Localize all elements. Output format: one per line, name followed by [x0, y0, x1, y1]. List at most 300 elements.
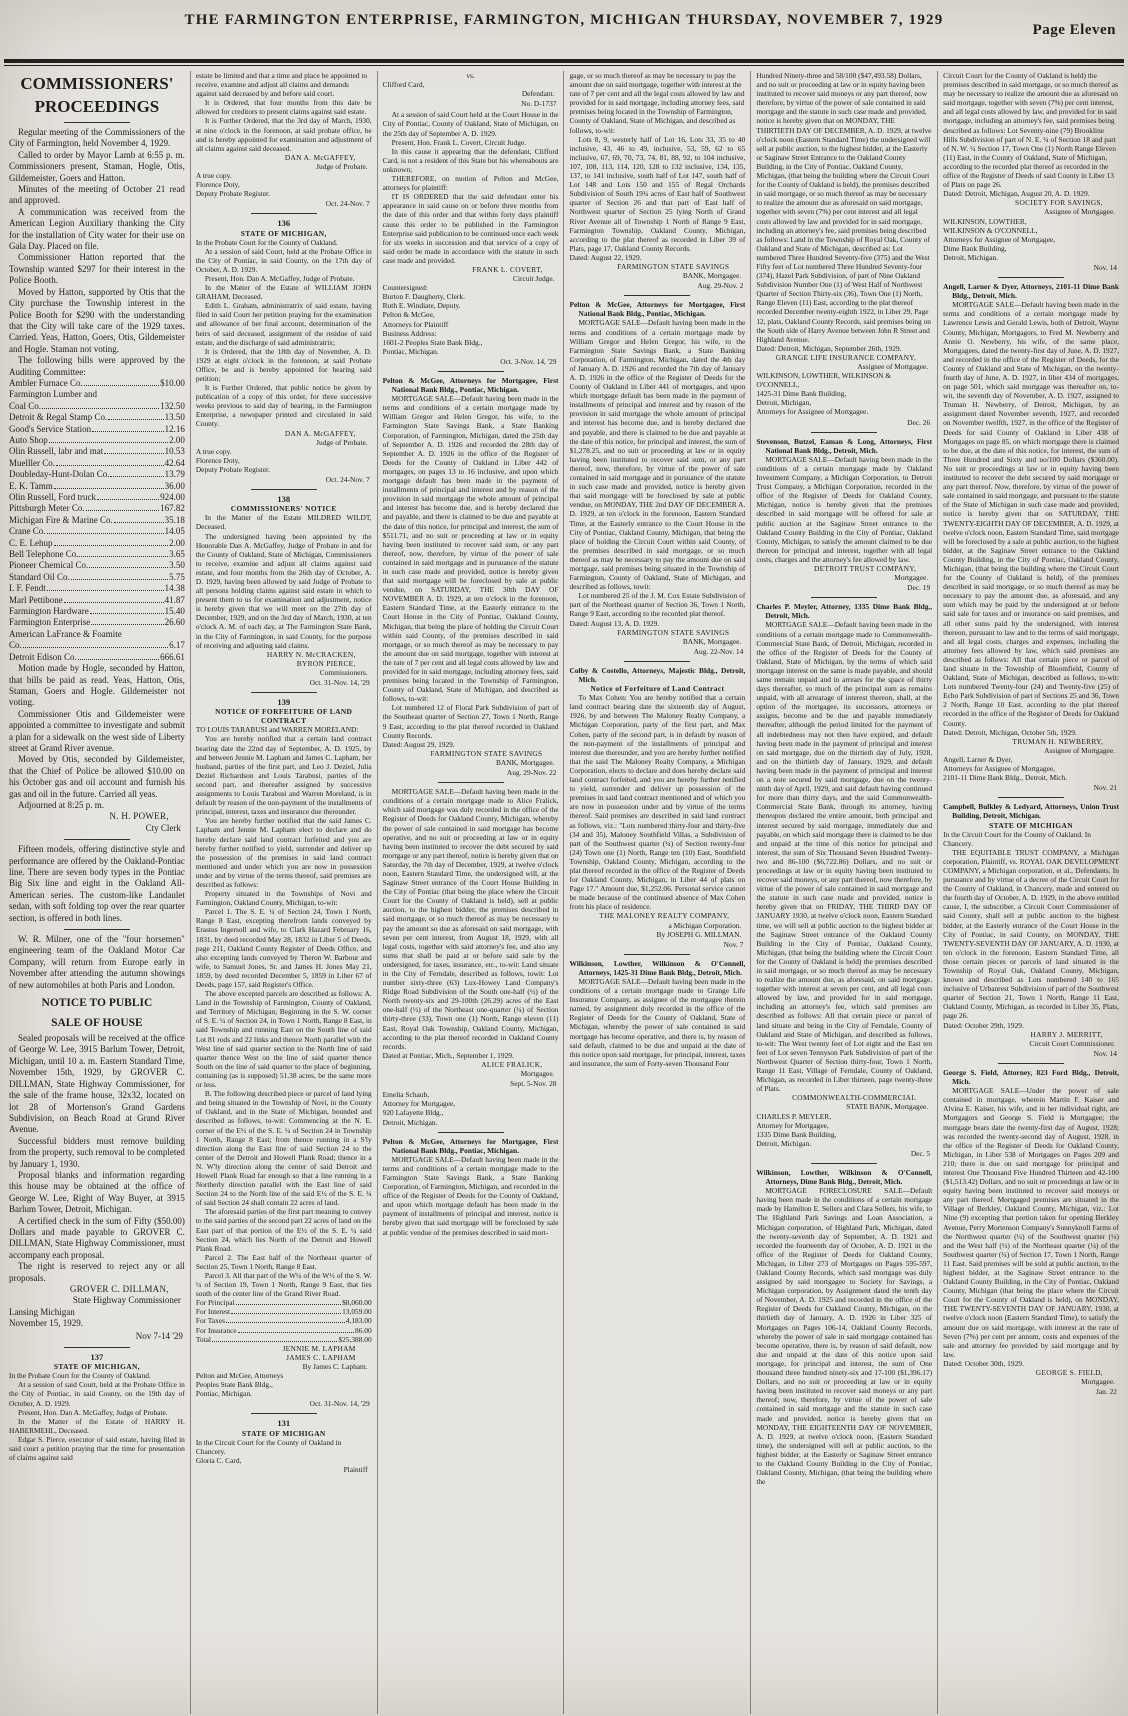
- signature-title: Judge of Probate.: [316, 437, 368, 447]
- leader-dots: [236, 1304, 341, 1305]
- notice-paragraph: Parcel 2. The East half of the Northeast quarter of Section 25, Town 1 North, Range 8 East.: [195, 1252, 372, 1271]
- notice-paragraph: It is Ordered, that the 18th day of November, A. D. 1929 at eight o'clock in the forenoon, at said Probate Office, be and is hereby appointed for hearing said petition;: [195, 346, 372, 383]
- notice-paragraph: The above excepted parcels are described as follows: A. Land in the Township of Farmington, County of Oakland, and Territory of Michigan; Beginning in the S. W. corner of S. E. ¼ of Section 24, in Town 1 North, Range 8 East, in said Township and running East on the South line of said Lot 81 rods and 22 links and thence North parallel with the West line of said quarter section to the North line of said quarter thence West on the line of said quarter thence South on the line of said quarter to the place of beginning, containing (as is supposed) 51.38 acres, be the same more or less.: [195, 989, 372, 1090]
- signature-name: SOCIETY FOR SAVINGS,: [1015, 198, 1103, 208]
- column-4: [564, 71, 751, 1714]
- text-line: Dated: August 29, 1929.: [382, 739, 455, 749]
- attorney-byline: Pelton & McGee, Attorneys for Mortgagee, First National Bank Bldg., Pontiac, Michigan.: [569, 300, 746, 319]
- text-line: TO LOUIS TARABUSI and WARREN MORELAND:: [195, 725, 359, 735]
- signature-title: By James C. Lapham.: [302, 1361, 368, 1371]
- text-line: Hundred Ninety-three and 58/100 ($47,493.58) Dollars, and no suit or proceeding at law or in equity having been instituted to recover said moneys or any part thereof, now therefore, by virtue of the power of sale contained in said mortgage and the statute in such case made and provided, notice is hereby given that on MONDAY, THE THIRTIETH DAY OF DECEMBER, A. D. 1929, at twelve o'clock noon (Eastern Standard Time) the undersigned will sell at public auction, to the highest bidder, at the Easterly or Saginaw Street Entrance to the Oakland County Building, in the City of Pontiac, Oakland County, Michigan, (that being the building where the Circuit Court for the County of Oakland is held), the premises described in said mortgage, or so much thereof as may be necessary to realize the amount due as aforesaid on said mortgage, together with seven (7%) per cent interest and all legal costs allowed by law and provided for in said mortgage, including an attorney's fee, said premises being described as follows: Land in the Township of Royal Oak, County of Oakland and State of Michigan, described as: Lot numbered Three Hundred Seventy-five (375) and the West Fifty feet of Lot numbered Three Hundred Seventy-four (374), Hazel Park Subdivision, of part of Nine Oakland Subdivision Number One (1) of West Half of Northwest Quarter of Section Thirty-six (36), Town One (1) North, Range Eleven (11) East, according to the plat thereof recorded December twenty-eighth 1922, in Liber 29, Page 12, plats, Oakland County Records, said premises being on the South side of Harry Avenue between John R Street and Highland Avenue.: [756, 71, 932, 344]
- signature-title: Commissioners.: [319, 667, 368, 677]
- ledger-line: [9, 424, 185, 435]
- ledger-line: [196, 1316, 372, 1325]
- text-line: 920 Lafayette Bldg.,: [382, 1108, 444, 1118]
- signature-title: Cty Clerk: [145, 822, 181, 833]
- publication-date-code: Aug. 29-Nov. 22: [506, 768, 557, 778]
- notice-paragraph: Commissioner Hatton reported that the Township wanted $297 for their interest in the Police Booth.: [9, 252, 185, 286]
- notice-paragraph: Successful bidders must remove building from the property, such removal to be completed by January 1, 1930.: [9, 1135, 185, 1169]
- signature-name: FRANK L. COVERT,: [472, 264, 543, 274]
- notice-paragraph: MORTGAGE SALE—Default having been made in the conditions of a certain mortgage made to Commonwealth-Commercial State Bank, of Detroit, Michigan, recorded in the office of the Register of Deeds for the County of Oakland, State of Michigan, by the terms of which said mortgage interest on the same is made payable, and should same remain unpaid and in arrears for the space of thirty days thereafter, so much of the principal sum as remains unpaid, with all arrearage of interest thereon, shall, at the option of the mortgagee, its successors, attorneys or assigns, become and be due and payable immediately thereafter, although the period limited for the payment of all indebtedness may not then have expired, and default having been made in the payment of principal and interest on said mortgage, due on the thirtieth day of July, 1928, and on the thirtieth day of January, 1929, and default having been made in the payment of principal and interest on a note secured by said mortgage, due on the twenty-ninth day of April, 1929, and said default having continued for more than thirty days, and the said Commonwealth-Commercial State Bank, through its attorney, having thereupon declared the entire amount, both principal and interest secured by said mortgage, immediately due and payable, on which said mortgage there is claimed to be due and unpaid at the time of this notice for principal and interest, the sum of Six Thousand Seven Hundred Twenty-two and 86-100 ($6,722.86) Dollars, and no suit or proceedings at law or in equity having been instituted to recover said moneys, or any part thereof, now therefore, by virtue of the power of sale contained in said mortgage and the statute in such case made and provided, notice is hereby given that on FRIDAY, THE THIRD DAY OF JANUARY 1930, at twelve o'clock noon, Eastern Standard time, we will sell at public auction to the highest bidder at the Saginaw Street entrance of the Oakland County Building in the City of Pontiac, Oakland County, Michigan, (that being the building where the Circuit Court for the County of Oakland is held) the premises described in said mortgage, or so much thereof as may be necessary to realize the amount due, as aforesaid, on said mortgage, together with interest at seven per cent, and all legal costs allowed by law, and provided for in said mortgage, including an attorney's fee, which said premises are described as follows: All that certain piece or parcel of land situate and being in the City of Ferndale, County of Oakland and State of Michigan, and described as follows, to-wit: The West twenty feet of Lot eight and the East ten feet of Lot seven Tennyson Park Subdivision of part of the Northwest Quarter of Section thirty-four, Town 1 North, Range 11 East, Village of Ferndale, County of Oakland, Michigan, as recorded in Liber thirteen, page twenty-three of Plats.: [756, 620, 933, 1094]
- leader-dots: [42, 408, 159, 409]
- text-line: Deputy Probate Register.: [195, 189, 270, 199]
- text-line: WILKINSON, LOWTHER,: [943, 216, 1027, 226]
- text-line: In the Circuit Court for the County of Oakland. In Chancery.: [943, 829, 1091, 848]
- section-divider-rule: [438, 1132, 504, 1133]
- ledger-name: Bell Telephone Co.: [9, 549, 79, 560]
- ledger-name: I. F. Fendt: [9, 583, 46, 594]
- leader-dots: [231, 1313, 341, 1314]
- attorney-byline: Pelton & McGee, Attorneys for Mortgagee, First National Bank Bldg., Pontiac, Michigan.: [382, 1136, 559, 1155]
- notice-paragraph: It is Further Ordered, that public notice be given by publication of a copy of this order, for three successive weeks previous to said day of hearing, in the Farmington Enterprise, a newspaper printed and circulated in said County.: [195, 383, 372, 429]
- signature-name: ALICE FRALICK,: [481, 1059, 543, 1069]
- notice-paragraph: Moved by Otis, seconded by Gildemeister, that the Chief of Police be allowed $10.00 on his October gas and oil account and furnish his gas and oil in the future. Carried all yeas.: [9, 754, 185, 799]
- signature-name: FARMINGTON STATE SAVINGS: [617, 627, 730, 637]
- signature-name: GROVER C. DILLMAN,: [69, 1284, 169, 1294]
- ledger-line: [9, 492, 185, 503]
- ledger-line: [9, 572, 185, 583]
- leader-dots: [92, 431, 163, 432]
- section-divider-rule: [438, 782, 504, 783]
- article-headline: COMMISSIONERS': [20, 74, 174, 93]
- attorney-byline: Wilkinson, Lowther, Wilkinson & O'Connell, Attorneys, 1425-31 Dime Bank Bldg., Detroit, Mich.: [569, 958, 746, 977]
- text-line: Attorneys for Plaintiff: [382, 319, 449, 329]
- notice-paragraph: At a session of said Court, held at the Probate Office in the City of Pontiac, in said County, on the 19th day of October, A. D. 1929.: [9, 1380, 185, 1408]
- notice-paragraph: Parcel 3. All that part of the W¼ of the W½ of the S. W. ¼ of Section 19, Town 1 North, Range 9 East, that lies south of the center line of the Grand River Road.: [195, 1271, 372, 1299]
- section-divider-rule: [811, 597, 877, 598]
- ledger-amount: 132.50: [160, 400, 185, 411]
- attorney-byline: Stevenson, Butzel, Eaman & Long, Attorneys, First National Bank Bldg., Detroit, Mich.: [756, 436, 933, 455]
- ledger-name: Auto Shop: [9, 434, 48, 445]
- text-line: Florence Doty,: [195, 455, 240, 465]
- signature-name: FARMINGTON STATE SAVINGS: [430, 748, 543, 758]
- notice-paragraph: Edgar S. Pierce, executor of said estate, having filed in said court a petition praying that the time for presentation of claims against said: [9, 1434, 185, 1463]
- text-line: Detroit, Michigan.: [756, 1138, 812, 1148]
- notice-heading: STATE OF MICHIGAN,: [240, 228, 327, 238]
- text-line: 1425-31 Dime Bank Building,: [756, 389, 847, 399]
- signature-name: HARRY J. MERRITT,: [1030, 1029, 1103, 1039]
- notice-paragraph: The following bills were approved by the Auditing Committee:: [9, 355, 185, 377]
- section-divider-rule: [624, 295, 690, 296]
- signature-title: Circuit Court Commissioner.: [1029, 1038, 1115, 1048]
- notice-paragraph: MORTGAGE SALE—Default having been made in the terms and conditions of a certain mortgage made by William Gregor and Helen Gregor, his wife, to the Farmington State Savings Bank, a State Banking Corporation, of Farmington, Michigan, dated the 25th day of September A. D. 1926 and recorded the 28th day of September A. D. 1926 in the office of the Register of Deeds for the County of Oakland in Liber 442 of mortgages, on pages 13 to 16 inclusive, and upon which mortgage default has been made in the payment of installments of principal and interest and by reason of the provision in said mortgage the whole amount of principal and interest has become due, and is hereby declared due and payable, and there is claimed to be due and payable at the date of this notice, for principal and interest, the sum of $511.71, and no suit or proceeding at law or in equity having been instituted to recover said sum, or any part thereof, now, therefore, by virtue of the power of sale contained in said mortgage and in pursuance of the statute in such case made and provided, notice is hereby given that said mortgage will be foreclosed by sale at public vendue, on SATURDAY, THE 30th DAY OF NOVEMBER A. D. 1929, at ten o'clock in the forenoon, Eastern Standard Time, at the Easterly entrance to the Court House in the City of Pontiac, Oakland County, Michigan, that being the place of holding the Circuit Court within said County, of the premises described in said mortgage, or so much thereof as may be necessary to pay the amount due on said mortgage, together with interest at the rate of 7 per cent and all legal costs allowed by law and provided for in said mortgage, including attorney fees, said premises being located in the Township of Farmington, County of Oakland, State of Michigan, and described as follows, to-wit:: [382, 394, 559, 704]
- notice-paragraph: To Max Cohen: You are hereby notified that a certain land contract bearing date the sixteenth day of August, 1926, by and between The Maloney Realty Company, a Michigan Corporation, party of the first part, and Max Cohen, party of the second part, is in default by reason of the non-payment of the installments of principal and interest due thereunder, and you are hereby further notified that the said The Maloney Realty Company, a Michigan Corporation, elects to declare and does hereby declare said land contract forfeited, and you are hereby further notified to yield, surrender and deliver up possession of the premises in said land contract mentioned and of which you are now in possession under and by virtue of the terms thereof. Said premises are described in said land contract as follows, viz.: "Lots numbered thirty-four and thirty-five (34 and 35), Maloney Southfield Villas, a Subdivision of part of the Southwest quarter (¼) of Section twenty-four (24) Town one (1) North, Range ten (10) East, Southfield Township, Oakland County, Michigan, according to the plat thereof recorded in the office of the Register of Deeds for Oakland County, Michigan, in Liber 44 of plats on Page 17." Amount due, $1,252.06. Personal service cannot be made because of the continued absence of Max Cohen from his place of residence.: [569, 693, 746, 912]
- notice-paragraph: The undersigned having been appointed by the Honorable Dan A. McGaffey, Judge of Probate in and for the County of Oakland, State of Michigan, Commissioners to receive, examine and adjust all claims against said estate, and four months from the 26th day of October, A. D. 1929, having been allowed by said Judge of Probate to all persons holding claims against said estate in which to present them to us for examination and adjustment, notice is hereby given that we will meet on the 27th day of December, 1929, and on the 3rd day of March, 1930, at ten o'clock A. M. of each day, at The Farmington State Bank, in the City of Farmington, in said County, for the purpose of receiving and adjusting said claims.: [195, 531, 372, 650]
- text-line: Attorney for Mortgagee,: [756, 1120, 829, 1130]
- text-line: WILKINSON & O'CONNELL,: [943, 225, 1038, 235]
- notice-paragraph: Moved by Hatton, supported by Otis that the City purchase the Township interest in the Police Booth for $290 with the understanding that the City will take care of the 1929 taxes. Carried. Yeas, Hatton, Goers, Otis, Gildemeister and Hogle. Staman not voting.: [9, 286, 185, 354]
- text-line: WILKINSON, LOWTHER, WILKINSON & O'CONNELL,: [756, 371, 892, 390]
- signature-name: HARRY N. McCRACKEN,: [266, 649, 356, 659]
- signature-name: THE MALONEY REALTY COMPANY,: [599, 911, 730, 921]
- publication-date-code: Sept. 5-Nov. 28: [510, 1079, 557, 1089]
- notice-paragraph: Present, Hon. Dan A. McGaffey, Judge of Probate.: [18, 1407, 168, 1417]
- text-line: Deputy Probate Register.: [195, 464, 270, 474]
- ledger-name: Pioneer Chemical Co.: [9, 560, 89, 571]
- section-divider-rule: [64, 839, 130, 840]
- signature-title: Assignee of Mortgagee.: [1044, 745, 1115, 755]
- notice-heading: STATE OF MICHIGAN: [241, 1428, 326, 1438]
- signature-name: JENNIE M. LAPHAM: [282, 1343, 356, 1353]
- ledger-line: [9, 446, 185, 457]
- newspaper-title-dateline: THE FARMINGTON ENTERPRISE, FARMINGTON, MICHIGAN THURSDAY, NOVEMBER 7, 1929: [184, 12, 944, 28]
- notice-heading: NOTICE OF FORFEITURE OF LAND CONTRACT: [215, 707, 353, 726]
- section-divider-rule: [64, 929, 130, 930]
- notice-paragraph: Edith L. Graham, administratrix of said estate, having filed in said Court her petition praying for the examination and allowance of her final account, determination of the heirs of said deceased, assignment of the residue of said estate, and the discharge of said administratrix;: [195, 301, 372, 347]
- ledger-name: C. E. Lehup: [9, 537, 53, 548]
- ledger-line: [9, 412, 185, 423]
- text-line: Florence Doty,: [195, 180, 240, 190]
- attorney-byline: Angell, Larner & Dyer, Attorneys, 2101-11 Dime Bank Bldg., Detroit, Mich.: [943, 282, 1119, 301]
- text-line: estate be limited and that a time and place be appointed to receive, examine and adjust all claims and demands against said deceased by and before said court.: [195, 71, 368, 99]
- ledger-name: Michigan Fire & Marine Co.: [9, 514, 113, 525]
- ledger-name: Standard Oil Co.: [9, 571, 70, 582]
- signature-title: Mortgagee.: [1081, 1377, 1115, 1387]
- ledger-name: For Principal: [195, 1298, 235, 1308]
- publication-date-code: Nov. 21: [1093, 783, 1117, 793]
- publication-date-code: Oct. 31-Nov. 14, '29: [309, 678, 370, 687]
- signature-name: GRANGE LIFE INSURANCE COMPANY,: [775, 352, 917, 362]
- leader-dots: [212, 1341, 337, 1342]
- section-divider-rule: [64, 1347, 130, 1348]
- attorney-byline: Charles P. Meyler, Attorney, 1335 Dime Bank Bldg., Detroit, Mich.: [756, 602, 933, 621]
- notice-paragraph: The aforesaid parties of the first part meaning to convey to the said parties of the second part 22 acres of land on the East part of that portion of the E½ of the S. E. ¼ said Section 24, which lies North of the Detroit and Howell Plank Road.: [195, 1207, 372, 1253]
- notice-paragraph: MORTGAGE SALE—Default having been made in the terms and conditions of a certain mortgage made by William Gregor and Helen Gregor, his wife, to the Farmington State Savings Bank, a State Banking Corporation, of Farmington, Michigan, dated the 4th day of January A. D. 1926 and recorded the 7th day of January A. D. 1926 in the office of the Register of Deeds for the County of Oakland in Liber 441 of mortgages, and upon which mortgage default has been made in the payment of installments of principal and interest and by reason of the provision in said mortgage the whole amount of principal and interest has become due, and is hereby declared due and payable, and there is claimed to be due and payable at the date of this notice, for principal and interest, the sum of $1,278.25, and no suit or proceeding at law or in equity having been instituted to recover said sum, or any part thereof, now, therefore, by virtue of the power of sale contained in said mortgage and in pursuance of the statute in such case made and provided, notice is hereby given that said mortgage will be foreclosed by sale at public vendue, on MONDAY, THE 2nd DAY OF DECEMBER A. D. 1929, at ten o'clock in the forenoon, Eastern Standard Time, at the Easterly entrance to the Court House in the City of Pontiac, Oakland County, Michigan, that being the place of holding the Circuit Court within said County, of the premises described in said mortgage, or so much thereof as may be necessary to pay the amount due on said mortgage, said premises being situated in the Township of Farmington, County of Oakland, State of Michigan, and described as follows, towit:: [569, 318, 746, 592]
- publication-date-code: Dec. 5: [910, 1148, 931, 1158]
- text-line: In the Probate Court for the County of Oakland.: [9, 1371, 151, 1381]
- ledger-line: [9, 640, 185, 651]
- ledger-line: [196, 1298, 372, 1307]
- ledger-amount: 666.61: [160, 651, 185, 662]
- notice-paragraph: MORTGAGE FORECLOSURE SALE—Default having been made in the conditions of a certain mortgage made by Hamilton E. Sellers and Clara Sellers, his wife, to The Highland Park Savings and Loan Association, a Michigan corporation, of Highland Park, Michigan, dated the twenty-seventh day of September, A. D. 1921 and recorded the fourteenth day of October, A. D. 1921 in the office of the Register of Deeds for Oakland County, Michigan, in Liber 273 of Mortgages on Pages 595-597, Oakland County Records, which said mortgage was duly assigned by said mortgagee to Society for Savings, a Michigan corporation, by Assignment dated the tenth day of November, A. D. 1925 and recorded in the office of the Register of Deeds for Oakland County, Michigan, on the thirtieth day of January, A. D. 1926 in Liber 325 of Mortgages on Pages 106-14, Oakland County Records, whereby the power of sale in said mortgage contained has become operative, there is, by reason of said default, now due and unpaid at the date of this notice upon said mortgage, for principal and interest, the sum of One thousand three hundred ninety-six and 17-100 ($1,396.17) Dollars, and no suit or proceeding at law or in equity having been instituted to recover said moneys or any part thereof; now, therefore, by virtue of the power of sale contained in said mortgage and the statute in such case made and provided, notice is hereby given that on MONDAY, THE EIGHTEENTH DAY OF NOVEMBER, A. D. 1929, at twelve o'clock noon, (Eastern Standard time), the undersigned will sell at public auction, to the highest bidder, at the Easterly or Saginaw Street entrance to the Oakland County Building in the City of Pontiac, Oakland County, Michigan, (that being the building where the: [756, 1186, 933, 1487]
- section-divider-rule: [251, 1413, 317, 1414]
- notice-paragraph: Called to order by Mayor Lamb at 6:55 p. m. Commissioners present, Staman, Hogle, Otis, Gildemeister, Goers and Hatton.: [9, 149, 185, 183]
- ledger-line: [9, 469, 185, 480]
- text-line: Angell, Larner & Dyer,: [943, 754, 1013, 764]
- leader-dots: [89, 567, 168, 568]
- ledger-line: [196, 1335, 372, 1344]
- section-divider-rule: [624, 661, 690, 662]
- notice-paragraph: MORTGAGE SALE—Default having been made in the terms and conditions of a certain mortgage made to the Farmington State Savings Bank, a State Banking Corporation, of Farmington, Michigan, and recorded in the office of the Register of Deeds for the County of Oakland, and upon which mortgage default has been made in the payment of installments of principal and interest, notice is hereby given that said mortgage will be foreclosed by sale at public vendue of the premises described in said mort-: [382, 1154, 559, 1237]
- notice-paragraph: B. The following described piece or parcel of land lying and being situated in the Township of Novi, in the County of Oakland, and in the State of Michigan, bounded and described as follows, to-wit: Commencing at the N. E. corner of the E½ of the S. E. ¼ of Section 24 in Township 1 North, Range 8 East; from thence running in a S'ly direction along the East line of said Section 24 to the center of the Detroit and Howell Plank Road; thence in a N. W'ly direction along the center of said Detroit and Howell Plank Road far enough so that a line running in a Northerly direction parallel with the East line of said Section 24 to the North line of the said E½ of the S. E. ¼ of said Section 24 shall contain 22 acres of land.: [195, 1089, 372, 1208]
- leader-dots: [47, 533, 164, 534]
- notice-paragraph: Present, Hon. Frank L. Covert, Circuit Judge.: [391, 137, 527, 147]
- section-divider-rule: [438, 371, 504, 372]
- leader-dots: [108, 419, 163, 420]
- ledger-name: Pittsburgh Meter Co.: [9, 503, 85, 514]
- ledger-amount: $8,060.00: [342, 1298, 372, 1308]
- section-divider-rule: [251, 213, 317, 214]
- notice-paragraph: In the Matter of the Estate of WILLIAM JOHN GRAHAM, Deceased.: [195, 283, 372, 302]
- section-divider-rule: [624, 954, 690, 955]
- text-line: Dated: October 29th, 1929.: [943, 1020, 1024, 1030]
- text-line: Countersigned:: [382, 283, 428, 293]
- ledger-line: [9, 652, 185, 663]
- text-line: Circuit Court for the County of Oakland is held) the premises described in said mortgage, or so much thereof as may be necessary to realize the amount due as aforesaid on said mortgage, together with seven (7%) per cent interest, and all legal costs allowed by law, and provided for in said mortgage, including an attorney's fee, said premises being described as follows: Lot Seventy-nine (79) Brookline Hills Subdivision of part of N. E. ¼ of Section 18 and part of N. W. ¼ Section 17, Town One (1) North Range Eleven (11) East, in the County of Oakland, State of Michigan, according to the recorded plat thereof as recorded in the office of the Register of Deeds of said County in Liber 13 of Plats on page 26.: [943, 71, 1119, 190]
- text-line: Emelia Schaub,: [382, 1090, 430, 1100]
- notice-paragraph: You are hereby further notified that the said James C. Lapham and Jennie M. Lapham elect to declare and do hereby declare said land contract forfeited and you are hereby further notified to yield, surrender and deliver up the possession of the premises in said land contract mentioned and under which you are now in possession under and by virtue of the terms thereof, said premises are described as follows:: [195, 816, 372, 889]
- ledger-line: [9, 526, 185, 537]
- ledger-amount: 167.82: [160, 503, 185, 514]
- text-line: November 15, 1929.: [9, 1318, 83, 1329]
- article-headline: PROCEEDINGS: [34, 97, 160, 116]
- ledger-amount: 12.16: [164, 423, 185, 434]
- text-line: Dated: Detroit, Michigan, August 20, A. D. 1929.: [943, 189, 1090, 199]
- ledger-amount: 41.87: [164, 594, 185, 605]
- section-divider-rule: [251, 692, 317, 693]
- text-line: Attorneys for Assignee of Mortgagee,: [943, 764, 1055, 774]
- leader-dots: [54, 488, 164, 489]
- ledger-name: Detroit Edison Co.: [9, 651, 77, 662]
- ledger-amount: 2.00: [169, 537, 185, 548]
- leader-dots: [91, 624, 163, 625]
- attorney-byline: George S. Field, Attorney, 823 Ford Bldg., Detroit, Mich.: [943, 1067, 1119, 1087]
- ledger-name: Detroit & Regal Stamp Co.: [9, 412, 108, 423]
- text-line: Pelton & McGee,: [382, 310, 435, 320]
- article-headline: SALE OF HOUSE: [51, 1016, 143, 1029]
- column-1: [4, 71, 191, 1714]
- text-line: Detroit, Michigan.: [382, 1117, 438, 1127]
- leader-dots: [104, 453, 163, 454]
- notice-paragraph: You are hereby notified that a certain land contract bearing date the 22nd day of September, A. D. 1925, by and between Jennie M. Lapham and James C. Lapham, her husband, parties of the first part, and Leo J. Deziel, Julia Deziel Richardson and Louis Tarabusi, parties of the second part, and thereafter assigned by successive assignments to Louis Tarabusi and Warren Moreland, is in default by reason of the non-payment of the installments of principal, interest, taxes and insurance due thereunder.: [195, 734, 372, 817]
- signature-name: DETROIT TRUST COMPANY,: [814, 563, 917, 573]
- leader-dots: [71, 579, 168, 580]
- text-line: In the Circuit Court for the County of Oakland in Chancery.: [195, 1437, 342, 1456]
- section-divider-rule: [811, 1163, 877, 1164]
- ledger-amount: 26.60: [164, 617, 185, 628]
- signature-title: By JOSEPH G. MILLMAN.: [656, 929, 742, 939]
- article-headline: NOTICE TO PUBLIC: [41, 997, 153, 1010]
- leader-dots: [97, 499, 159, 500]
- ledger-line: [9, 503, 185, 514]
- ledger-amount: 13.50: [164, 412, 185, 423]
- text-line: Business Address:: [382, 328, 437, 338]
- leader-dots: [226, 1322, 345, 1323]
- masthead-rule: [4, 59, 1124, 66]
- notice-paragraph: Adjourned at 8:25 p. m.: [18, 799, 104, 810]
- text-line: 2101-11 Dime Bank Bldg., Detroit, Mich.: [943, 773, 1068, 783]
- attorney-byline: Pelton & McGee, Attorneys for Mortgagee, First National Bank Bldg., Pontiac, Michigan.: [382, 376, 559, 395]
- signature-title: Assignee of Mortgagee.: [857, 362, 929, 371]
- notice-heading: Notice of Forfeiture of Land Contract: [590, 684, 725, 694]
- attorney-byline: Colby & Costello, Attorneys, Majestic Bldg., Detroit, Mich.: [569, 665, 746, 684]
- notice-paragraph: Commissioner Otis and Gildemeister were appointed a committee to investigate and submit a plan for a sidewalk on the west side of Liberty street at Grand River avenue.: [9, 708, 185, 753]
- notice-paragraph: Parcel 1. The S. E. ¼ of Section 24, Town 1 North, Range 8 East, excepting therefrom lands conveyed by Erastus Ingersoll and wife, to Clark Hazard February 16, 1831, by deed recorded May 28, 1832 in Liber 5 of Deeds, page 211, Oakland County Register of Deeds Office, and also excepting lands conveyed by Theron W. Barbour and wife, to Samuel Jones, Sr. and James H. Jones May 21, 1859, by deed recorded December 5, 1859 in Liber 67 of Deeds, page 157, said Register's Office.: [195, 907, 372, 989]
- signature-title: Mortgagee.: [520, 1069, 555, 1079]
- ledger-name: Marl Pettibone: [9, 594, 63, 605]
- text-line: Dated: October 30th, 1929.: [943, 1358, 1024, 1368]
- leader-dots: [79, 556, 168, 557]
- publication-date-code: Nov. 7: [723, 939, 744, 949]
- notice-paragraph: The right is reserved to reject any or all proposals.: [9, 1261, 185, 1283]
- publication-date-code: Oct. 24-Nov. 7: [325, 199, 370, 209]
- text-line: In the Probate Court for the County of Oakland.: [195, 237, 338, 247]
- notice-paragraph: It is Ordered, that four months from this date be allowed for creditors to present claims against said estate.: [195, 98, 372, 117]
- notice-paragraph: MORTGAGE SALE—Default having been made in the terms and conditions of a certain mortgage made by Lawrence Lewis and Gerald Lewis, both of Detroit, Wayne County, Michigan, Mortgagors, to Fred M. Newberry and Annie O. Newberry, his wife, of the same place, Mortgagees, dated the twenty-first day of June, A. D. 1927, and recorded in the office of the Register of Deeds, for the County of Oakland and State of Michigan, on the twenty-fourth day of June, A. D. 1927, in liber 434 of mortgages, on page 501, which said mortgage was thereafter on, to-wit, the seventh day of November, A. D. 1927, assigned to Truman H. Newberry, of Detroit, Michigan, by an assignment dated November seventh, 1927, and recorded on November twelfth, 1927, in the office of the Register of Deeds for said County of Oakland in Liber 438 of Mortgages on page 85, on which mortgage there is claimed to be due, at the date of this notice, for interest, the sum of Three Hundred and Sixty and no/100 Dollars ($360.00). No suit or proceedings at law or in equity having been instituted to recover the debt secured by said mortgage or any part thereof. Now, therefore, by virtue of the power of sale contained in said mortgage, and pursuant to the statute of the State of Michigan in such case made and provided, notice is hereby given that on SATURDAY, THE TWENTY-EIGHTH DAY OF DECEMBER, A. D. 1929, at twelve o'clock noon, Eastern Standard Time, said mortgage will be foreclosed by a sale at public auction, to the highest bidder, at the Saginaw Street entrance to the Oakland County Building, in the City of Pontiac, Oakland County, Michigan, (that being the building where the Circuit Court for the County of Oakland is held), of the premises described in said mortgage, or so much thereof as may be necessary to pay the amount due, as aforesaid, and any sum which may be paid by the undersigned at or before said sale for taxes and or insurance on said premises, and all other sums paid by the undersigned, with interest thereon, pursuant to law and to the terms of said mortgage, and all legal costs, charges and expenses, including the attorney fees allowed by law, which said premises are described as follows: All that certain piece or parcel of land situate in the Township of Bloomfield, County of Oakland, State of Michigan, described as follows, to-wit: Lots numbered Twenty-four (24) and Twenty-five (25) of Echo Park Subdivision of part of Sections 25 and 36, Town 2 North, Range 10 East, according to the plat thereof recorded in the office of the Register of Deeds for Oakland County.: [943, 300, 1119, 728]
- text-line: Dated: Detroit, Michigan, October 5th, 1929.: [943, 727, 1077, 737]
- text-line: American LaFrance & Foamite: [9, 628, 122, 639]
- leader-dots: [23, 647, 168, 648]
- signature-title: STATE BANK, Mortgagee.: [846, 1102, 929, 1112]
- column-3: [378, 71, 565, 1714]
- section-divider-rule: [998, 1063, 1064, 1064]
- column-container: [0, 66, 1128, 1714]
- notice-paragraph: At a session of said Court held at the Court House in the City of Pontiac, County of Oakland, State of Michigan, on the 25th day of September A. D. 1929.: [382, 110, 559, 138]
- text-line: Pontiac, Michigan.: [195, 1389, 252, 1399]
- publication-date-code: Nov. 14: [1093, 262, 1117, 272]
- ledger-name: Olin Russell, labr and mat: [9, 446, 104, 457]
- signature-title: BANK, Mortgagee.: [495, 757, 555, 767]
- ledger-line: [196, 1326, 372, 1335]
- ledger-line: [9, 595, 185, 606]
- notice-heading: STATE OF MICHIGAN: [989, 820, 1073, 830]
- leader-dots: [54, 545, 169, 546]
- leader-dots: [86, 510, 159, 511]
- attorney-byline: Campbell, Bulkley & Ledyard, Attorneys, Union Trust Building, Detroit, Michigan.: [943, 802, 1119, 821]
- leader-dots: [238, 1332, 354, 1333]
- ledger-amount: 4,183.00: [345, 1316, 372, 1326]
- section-divider-rule: [64, 122, 130, 123]
- ledger-amount: 14.05: [164, 526, 185, 537]
- text-line: gage, or so much thereof as may be necessary to pay the amount due on said mortgage, together with interest at the rate of 7 per cent and all the legal costs allowed by law and provided for in said mortgage, including attorney fees, said premises being located in the Township of Farmington, County of Oakland, State of Michigan, and described as follows, to-wit:: [569, 71, 745, 135]
- notice-paragraph: In this cause it appearing that the defendant, Clifford Card, is not a resident of this State but his whereabouts are unknown;: [382, 146, 559, 174]
- ledger-line: [9, 515, 185, 526]
- notice-paragraph: A certified check in the sum of Fifty ($50.00) Dollars and made payable to GROVER C. DILLMAN, State Highway Commissioner, must accompany each proposal.: [9, 1215, 185, 1260]
- ledger-name: Good's Service Station: [9, 423, 92, 434]
- notice-paragraph: Lot numbered 25 of the J. M. Cox Estate Subdivision of part of the Northeast quarter of Section 36, Town 1 North, Range 9 East, according to the recorded plat thereof.: [569, 591, 746, 619]
- notice-paragraph: At a session of said Court, held at the Probate Office in the City of Pontiac, in said County, on the 17th day of October, A. D. 1929.: [195, 246, 372, 274]
- center-line: vs.: [466, 71, 475, 80]
- notice-paragraph: Sealed proposals will be received at the office of George W. Lee, 3915 Barlum Tower, Detroit, Michigan, until 10 a. m. Eastern Standard Time, November 15th, 1929, by GROVER C. DILLMAN, State Highway Commissioner, for the sale of the frame house, 32x32, located on lot 28 of Mortenson's Grand Gardens Subdivision, on Beach Road at Grand River Avenue.: [9, 1033, 185, 1135]
- notice-paragraph: MORTGAGE SALE—Under the power of sale contained in mortgage, wherein Martin F. Kaiser and Alvina E. Kaiser, his wife, and in her individual right, are Mortgagors and George S. Field is Mortgagee; the mortgage bears date the twenty-first day of August, 1928; was recorded the twenty-second day of August, 1928, in the office of the Register of Deeds for Oakland County, Michigan, in Liber 538 of Mortgages on Pages 209 and 210; there is due on said mortgage for principal and interest One Thousand Five Hundred Thirteen and 42-100 ($1,513.42) Dollars, and no suit or proceedings at law or in equity having been instituted to recover said moneys or any part thereof. Mortgaged premises are situated in the Village of Berkley, Oakland County, Michigan, viz.: Lot Nine (9) excepting that portion taken for opening Berkley Avenue, Perry Mortenson Company's Sunnyknoll Farms of the Northwest quarter (¼) of the Southwest quarter (¼) and the West half (½) of the Northeast quarter (¼) of the Southwest quarter (¼) of Section 17, Town 1 North, Range 11 East. Said premises will be sold at public auction, to the highest bidder, at the Saginaw Street entrance to the Oakland County Building, in the City of Pontiac, Oakland County, Michigan (that being the place where the Circuit Court for the County of Oakland is held), on MONDAY, THE TWENTY-SEVENTH DAY OF JANUARY, 1930, at twelve o'clock noon (Eastern Standard Time), to satisfy the amount due on said mortgage, with interest at the rate of Seven (7%) per cent per annum, costs and expenses of the sale and attorney fee provided by said mortgage and by law.: [943, 1086, 1119, 1359]
- text-line: Dated at Pontiac, Mich., September 1, 1929.: [382, 1050, 514, 1060]
- notice-paragraph: In the Matter of the Estate MILDRED WILDT, Deceased.: [195, 513, 372, 532]
- publication-date-code: Nov. 14: [1093, 1048, 1117, 1058]
- text-line: CHARLES P. MEYLER,: [756, 1111, 832, 1121]
- text-line: Dime Bank Building,: [943, 243, 1007, 253]
- leader-dots: [90, 613, 164, 614]
- ledger-amount: 35.18: [164, 514, 185, 525]
- notice-paragraph: THEREFORE, on motion of Pelton and McGee, attorneys for plaintiff:: [382, 174, 559, 193]
- notice-paragraph: Fifteen models, offering distinctive style and performance are offered by the Oakland-Pontiac line. There are seven body types in the Pontiac Big Six line and eight in the Oakland All-American series. The custom-like Landaulet sedan, with soft folding top over the rear quarter section, is offered in both lines.: [9, 844, 185, 923]
- leader-dots: [78, 659, 159, 660]
- notice-paragraph: Proposal blanks and information regarding this house may be obtained at the office of George W. Lee, Right of Way Buyer, at 3915 Barlum Tower, Detroit, Michigan.: [9, 1169, 185, 1215]
- section-divider-rule: [998, 797, 1064, 798]
- notice-heading: COMMISSIONERS' NOTICE: [230, 504, 337, 514]
- text-line: A true copy.: [195, 446, 232, 456]
- signature-name: JAMES C. LAPHAM: [286, 1352, 356, 1362]
- column-2: [191, 71, 378, 1714]
- ledger-name: Co.: [9, 640, 22, 651]
- ledger-line: [9, 481, 185, 492]
- text-line: Detroit, Michigan.: [943, 252, 998, 262]
- signature-name: DAN A. McGAFFEY,: [284, 152, 356, 162]
- ledger-amount: $10.00: [160, 377, 185, 388]
- notice-number: 137: [90, 1352, 104, 1363]
- text-line: Dated: August 22, 1929.: [569, 252, 642, 262]
- ledger-line: [9, 560, 185, 571]
- signature-name: TRUMAN H. NEWBERRY,: [1012, 736, 1103, 746]
- notice-paragraph: IT IS ORDERED that the said defendant enter his appearance in said cause on or before three months from the date of this order and that within forty days plaintiff cause this order to be published in the Farmington Enterprise said publication to be continued once each week for six weeks in succession and that service of a copy of said order be made in accordance with the statute in such case made and provided.: [382, 192, 559, 265]
- ledger-name: Muelller Co.: [9, 457, 55, 468]
- signature-name: N. H. POWER,: [109, 811, 169, 822]
- ledger-name: Farmington Enterprise: [9, 617, 91, 628]
- ledger-name: For Interest: [195, 1307, 231, 1317]
- signature-name: BYRON PIERCE,: [296, 658, 356, 668]
- text-line: Ruth E. Windiate, Deputy.: [382, 301, 461, 311]
- notice-number: 131: [277, 1418, 291, 1429]
- leader-dots: [47, 590, 164, 591]
- ledger-amount: 924.00: [160, 492, 185, 502]
- ledger-line: [9, 435, 185, 446]
- signature-title: BANK, Mortgagee.: [682, 636, 742, 646]
- signature-name: DAN A. McGAFFEY,: [284, 428, 356, 438]
- ledger-amount: 36.00: [164, 480, 185, 491]
- notice-paragraph: A communication was received from the American Legion Auxiliary thanking the City for the installation of City water for their use on Gala Day. Placed on file.: [9, 206, 185, 252]
- ledger-name: Total: [195, 1334, 211, 1344]
- text-line: Attorneys for Assignee of Mortgagee.: [756, 407, 869, 417]
- ledger-amount: 5.75: [169, 571, 185, 582]
- notice-paragraph: Present, Hon. Dan A. McGaffey, Judge of Probate.: [204, 273, 355, 283]
- signature-title: Circuit Judge.: [513, 274, 555, 284]
- signature-title: Defendant.: [521, 89, 555, 99]
- publication-date-code: Oct. 24-Nov. 7: [325, 475, 370, 485]
- section-divider-rule: [811, 432, 877, 433]
- ledger-amount: 15.40: [164, 606, 185, 617]
- publication-date-code: Dec. 19: [907, 583, 931, 593]
- ledger-amount: 14.38: [164, 583, 185, 594]
- publication-date-code: Aug. 22-Nov. 14: [693, 646, 744, 656]
- ledger-amount: 3.50: [169, 560, 185, 571]
- leader-dots: [49, 442, 168, 443]
- section-divider-rule: [251, 489, 317, 490]
- notice-paragraph: Property situated in the Townships of Novi and Farmington, Oakland County, Michigan, to-wit:: [195, 889, 372, 908]
- ledger-amount: 10.53: [164, 446, 185, 457]
- text-line: Lansing Michigan: [9, 1306, 75, 1317]
- publication-date-code: Oct. 3-Nov. 14, '29: [500, 356, 557, 366]
- leader-dots: [64, 602, 164, 603]
- ledger-amount: 2.00: [169, 434, 185, 445]
- text-line: Dated: Detroit, Michigan, September 26th, 1929.: [756, 343, 902, 353]
- text-line: Attorney for Mortgagee,: [382, 1099, 456, 1109]
- text-line: Gloria C. Card,: [195, 1455, 242, 1465]
- signature-title: State Highway Commissioner: [72, 1295, 181, 1306]
- notice-paragraph: W. R. Milner, one of the "four horsemen" engineering team of the Oakland Motor Car Company, will return from Europe early in November after attending the autumn showings of new automobiles at both Paris and London.: [9, 934, 185, 990]
- signature-title: Plaintiff: [343, 1464, 368, 1474]
- text-line: Dated: August 13, A. D. 1929.: [569, 618, 660, 628]
- signature-title: Mortgagee.: [894, 573, 929, 583]
- ledger-line: [9, 458, 185, 469]
- text-line: Attorneys for Assignee of Mortgagee,: [943, 234, 1055, 244]
- ledger-name: Coal Co.: [9, 400, 42, 411]
- publication-date-code: Oct. 31-Nov. 14, '29: [309, 1399, 370, 1409]
- ledger-amount: 3.65: [169, 549, 185, 560]
- ledger-line: [9, 378, 185, 389]
- notice-number: 138: [277, 494, 291, 505]
- leader-dots: [56, 465, 164, 466]
- ledger-amount: 6.17: [169, 640, 185, 651]
- ledger-line: [9, 549, 185, 560]
- thick-rule: [4, 59, 1124, 63]
- notice-number: 139: [277, 697, 291, 708]
- text-line: Burton F. Daugherty, Clerk.: [382, 292, 465, 302]
- text-line: Peoples State Bank Bldg.,: [195, 1380, 273, 1390]
- ledger-line: [9, 617, 185, 628]
- notice-paragraph: THE EQUITABLE TRUST COMPANY, a Michigan corporation, Plaintiff, vs. ROYAL OAK DEVELOPMENT COMPANY, a Michigan corporation, et al., Defendants. In pursuance and by virtue of a decree of the Circuit Court for the County of Oakland, in Chancery, made and entered on the fourth day of October, A. D. 1929, in the above entitled cause, I, the subscriber, a Circuit Court Commissioner of said County, shall sell at public auction to the highest bidder, at the Easterly entrance of the Court House in the City of Pontiac, in said County, on MONDAY, THE TWENTY-SEVENTH DAY OF JANUARY, A. D. 1930, at ten o'clock in the forenoon, Eastern Standard Time, all those certain pieces or parcels of land situated in the Township of Royal Oak, Oakland County, Michigan, known and described as Lots numbered 140 to 165 inclusive of Urbanrest Subdivision of part of the Southwest quarter of Section 21, Town 1 North, Range 11 East, Oakland County, Michigan, as recorded in Liber 35, Plats, page 26.: [943, 847, 1119, 1021]
- ledger-line: [9, 401, 185, 412]
- ledger-amount: 13.79: [164, 469, 185, 480]
- ledger-name: E. K. Tamm: [9, 480, 53, 491]
